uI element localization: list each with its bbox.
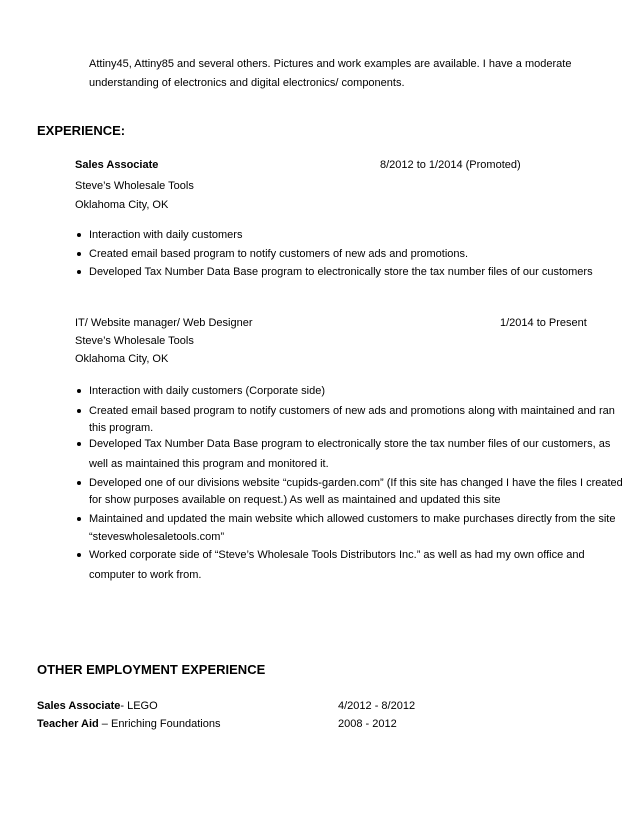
other-item-1-dates: 4/2012 - 8/2012 xyxy=(338,700,416,712)
other-item-1-title: Sales Associate xyxy=(37,700,121,712)
job-1-company: Steve’s Wholesale Tools xyxy=(75,180,194,192)
bullet-icon xyxy=(77,517,81,521)
job-2-bullet-2-line-2: this program. xyxy=(89,422,154,434)
bullet-icon xyxy=(77,481,81,485)
job-2-bullet-3-line-1: Developed Tax Number Data Base program to electronically store the tax number files of our customers, as xyxy=(89,438,611,450)
bullet-icon xyxy=(77,389,81,393)
job-2-bullet-6-line-2: computer to work from. xyxy=(89,569,202,581)
job-2-location: Oklahoma City, OK xyxy=(75,353,169,365)
other-item-2 xyxy=(37,717,220,731)
job-1-title: Sales Associate xyxy=(75,159,159,171)
bullet-icon xyxy=(77,409,81,413)
experience-heading: EXPERIENCE: xyxy=(37,123,126,138)
bullet-icon xyxy=(77,270,81,274)
job-2-company: Steve’s Wholesale Tools xyxy=(75,335,194,347)
job-2-bullet-5-line-1: Maintained and updated the main website which allowed customers to make purchases directly from the site xyxy=(89,513,616,525)
job-2-bullet-2-line-1: Created email based program to notify customers of new ads and promotions along with maintained and ran xyxy=(89,405,615,417)
job-2-bullet-4-line-1: Developed one of our divisions website “cupids-garden.com” (If this site has changed I have the files I created xyxy=(89,477,623,489)
bullet-icon xyxy=(77,553,81,557)
other-item-2-dates: 2008 - 2012 xyxy=(338,718,397,730)
bullet-icon xyxy=(77,252,81,256)
intro-line-1: Attiny45, Attiny85 and several others. Pictures and work examples are available. I have a moderate xyxy=(89,58,572,70)
job-2-bullet-3-line-2: well as maintained this program and monitored it. xyxy=(89,458,329,470)
job-1-bullet-1: Interaction with daily customers xyxy=(89,229,243,241)
job-2-bullet-4-line-2: for show purposes available on request.) As well as maintained and updated this site xyxy=(89,494,501,506)
other-item-2-employer: – Enriching Foundations xyxy=(98,718,221,730)
job-2-bullet-1: Interaction with daily customers (Corporate side) xyxy=(89,385,325,397)
job-1-location: Oklahoma City, OK xyxy=(75,199,169,211)
job-1-bullet-3: Developed Tax Number Data Base program to electronically store the tax number files of our customers xyxy=(89,266,593,278)
other-employment-heading: OTHER EMPLOYMENT EXPERIENCE xyxy=(37,662,266,677)
bullet-icon xyxy=(77,442,81,446)
job-1-dates: 8/2012 to 1/2014 (Promoted) xyxy=(380,159,521,171)
job-2-title: IT/ Website manager/ Web Designer xyxy=(75,317,253,329)
job-1-bullet-2: Created email based program to notify customers of new ads and promotions. xyxy=(89,248,469,260)
intro-line-2: understanding of electronics and digital electronics/ components. xyxy=(89,77,405,89)
other-item-1-employer: - LEGO xyxy=(120,700,158,712)
other-item-2-title: Teacher Aid xyxy=(37,718,99,730)
other-item-1 xyxy=(37,699,158,713)
job-2-bullet-6-line-1: Worked corporate side of “Steve’s Wholesale Tools Distributors Inc.” as well as had my own office and xyxy=(89,549,585,561)
job-2-dates: 1/2014 to Present xyxy=(500,317,587,329)
bullet-icon xyxy=(77,233,81,237)
job-2-bullet-5-line-2: “steveswholesaletools.com” xyxy=(89,531,225,543)
